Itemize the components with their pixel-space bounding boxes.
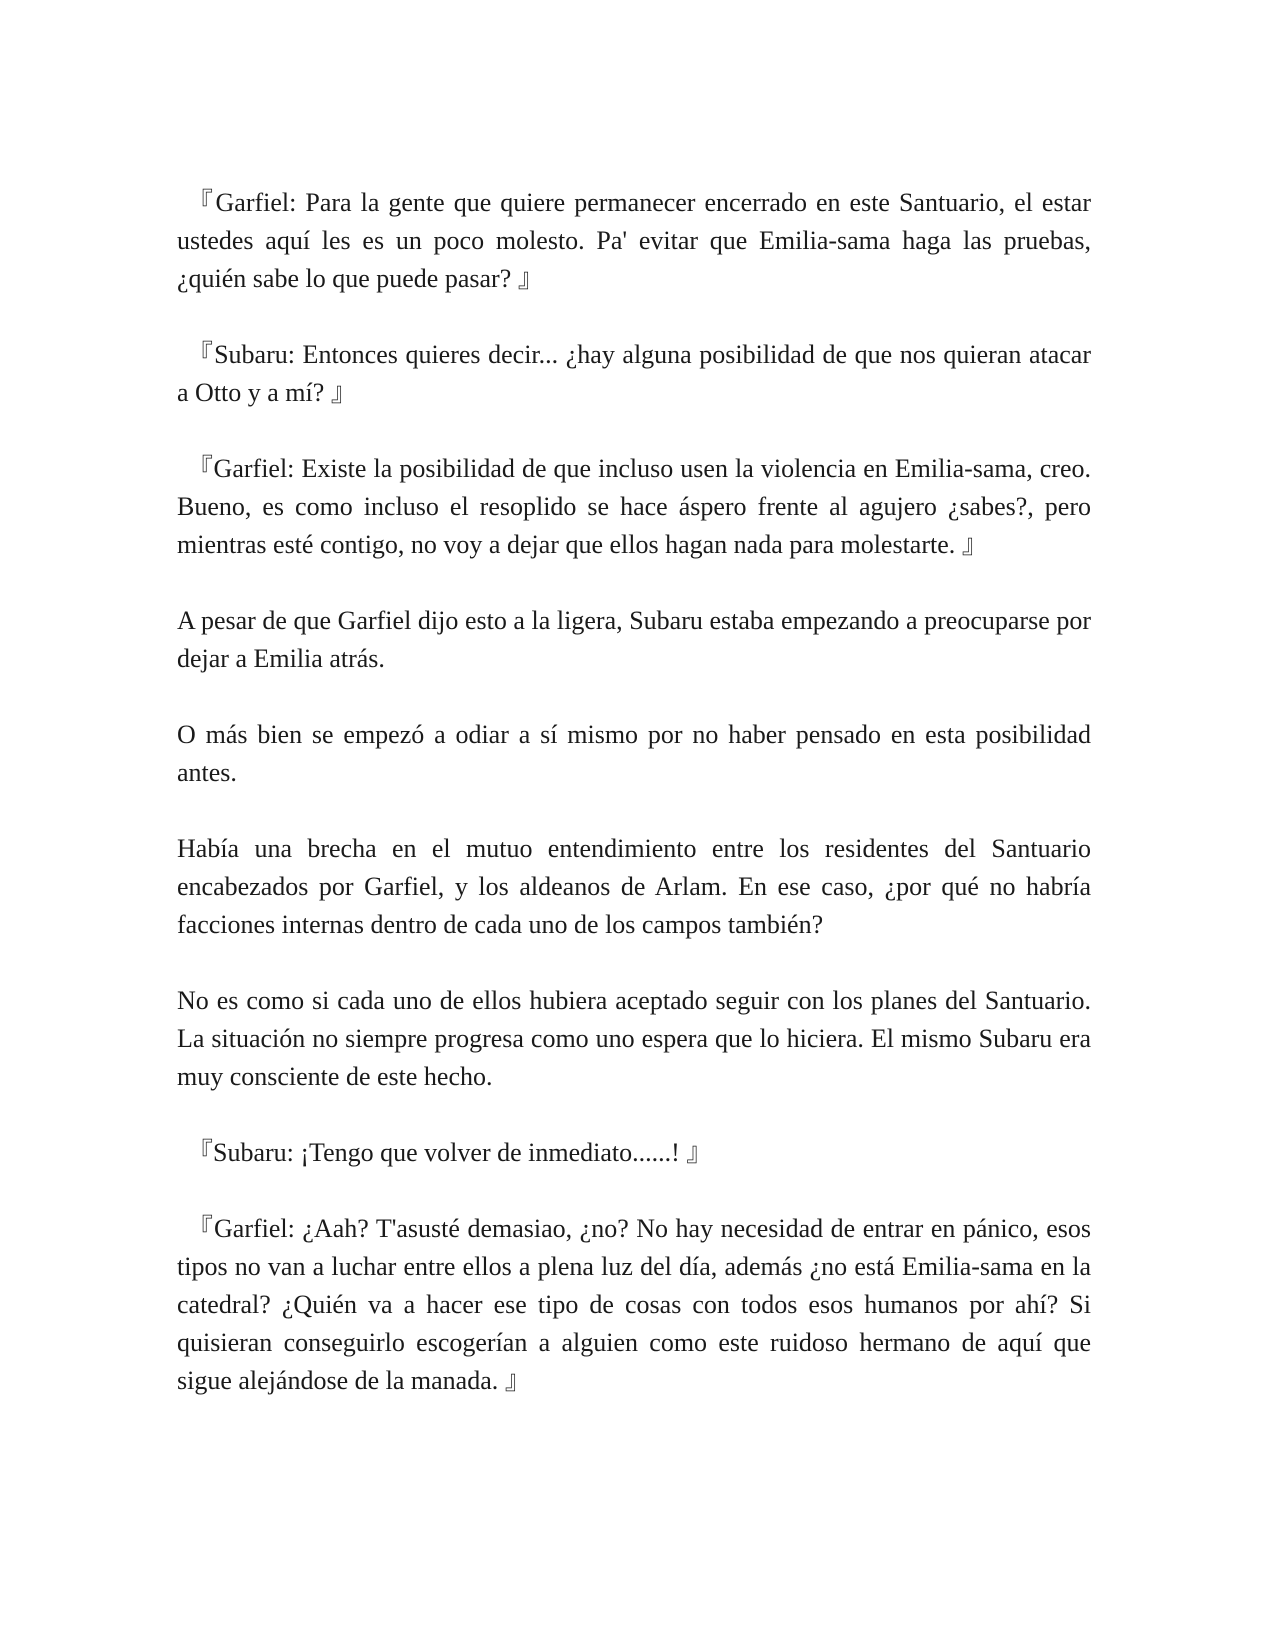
narration-paragraph-2: O más bien se empezó a odiar a sí mismo por no haber pensado en esta posibilidad antes. [177,720,1091,787]
narration-paragraph-4: No es como si cada uno de ellos hubiera aceptado seguir con los planes del Santuario. La situación no siempre progresa como uno espera que lo hiciera. El mismo Subaru era muy consciente de este hecho. [177,986,1091,1091]
page-body [177,184,1091,1438]
narration-paragraph-1: A pesar de que Garfiel dijo esto a la ligera, Subaru estaba empezando a preocuparse por dejar a Emilia atrás. [177,606,1091,673]
dialogue-subaru-1: 『Subaru: Entonces quieres decir... ¿hay alguna posibilidad de que nos quieran atacar a Otto y a mí? 』 [177,340,1091,407]
dialogue-subaru-2: 『Subaru: ¡Tengo que volver de inmediato......! 』 [187,1138,713,1167]
dialogue-garfiel-3: 『Garfiel: ¿Aah? T'asusté demasiao, ¿no? No hay necesidad de entrar en pánico, esos tipos no van a luchar entre ellos a plena luz del día, además ¿no está Emilia-sama en la catedral? ¿Quién va a hacer ese tipo de cosas con todos esos humanos por ahí? Si quisieran conseguirlo escogerían a alguien como este ruidoso hermano de aquí que sigue alejándose de la manada. 』 [177,1214,1091,1395]
dialogue-garfiel-2: 『Garfiel: Existe la posibilidad de que incluso usen la violencia en Emilia-sama, creo. Bueno, es como incluso el resoplido se hace áspero frente al agujero ¿sabes?, pero mientras esté contigo, no voy a dejar que ellos hagan nada para molestarte. 』 [177,454,1091,559]
dialogue-garfiel-1: 『Garfiel: Para la gente que quiere permanecer encerrado en este Santuario, el estar ustedes aquí les es un poco molesto. Pa' evitar que Emilia-sama haga las pruebas, ¿quién sabe lo que puede pasar? 』 [177,188,1091,293]
narration-paragraph-3: Había una brecha en el mutuo entendimiento entre los residentes del Santuario encabezados por Garfiel, y los aldeanos de Arlam. En ese caso, ¿por qué no habría facciones internas dentro de cada uno de los campos también? [177,834,1091,939]
